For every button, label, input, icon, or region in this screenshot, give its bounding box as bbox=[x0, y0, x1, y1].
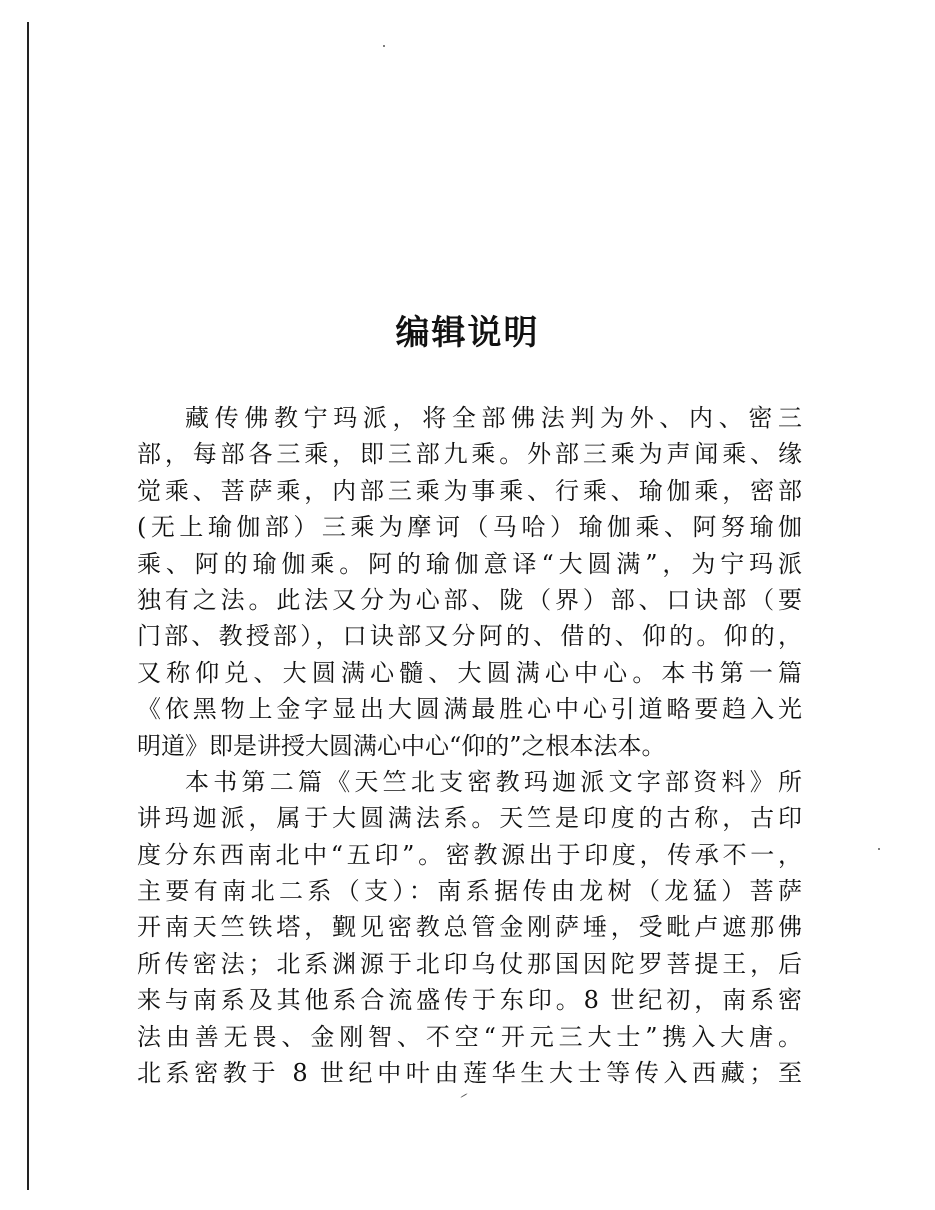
text-line: 《依黑物上金字显出大圆满最胜心中心引道略要趋入光 bbox=[137, 695, 802, 724]
scan-speck bbox=[460, 1093, 467, 1098]
text-line: 觉乘、菩萨乘，内部三乘为事乘、行乘、瑜伽乘，密部 bbox=[137, 476, 802, 505]
page-title: 编辑说明 bbox=[395, 312, 540, 353]
text-line: 独有之法。此法又分为心部、陇（界）部、口诀部（要 bbox=[137, 585, 802, 614]
text-line: 本书第二篇《天竺北支密教玛迦派文字部资料》所 bbox=[185, 767, 802, 796]
text-line: 北系密教于 8 世纪中叶由莲华生大士等传入西藏；至 bbox=[137, 1059, 802, 1088]
text-line: 门部、教授部），口诀部又分阿的、借的、仰的。仰的， bbox=[137, 622, 802, 651]
text-line: 所传密法；北系渊源于北印乌仗那国因陀罗菩提王，后 bbox=[137, 949, 802, 978]
text-line: 度分东西南北中“五印”。密教源出于印度，传承不一， bbox=[137, 840, 802, 869]
text-line: 法由善无畏、金刚智、不空“开元三大士”携入大唐。 bbox=[137, 1022, 802, 1051]
text-line: 部，每部各三乘，即三部九乘。外部三乘为声闻乘、缘 bbox=[137, 440, 802, 469]
text-line: 又称仰兑、大圆满心髓、大圆满心中心。本书第一篇 bbox=[137, 658, 802, 687]
text-line: 乘、阿的瑜伽乘。阿的瑜伽意译“大圆满”，为宁玛派 bbox=[137, 549, 802, 578]
left-margin-rule bbox=[27, 22, 29, 1190]
text-line: 开南天竺铁塔，觐见密教总管金刚萨埵，受毗卢遮那佛 bbox=[137, 913, 802, 942]
text-line: 讲玛迦派，属于大圆满法系。天竺是印度的古称，古印 bbox=[137, 804, 802, 833]
scan-speck bbox=[878, 848, 880, 850]
body-text bbox=[137, 400, 802, 1091]
text-line: 明道》即是讲授大圆满心中心“仰的”之根本法本。 bbox=[137, 731, 666, 760]
scan-speck bbox=[383, 45, 385, 47]
text-line: 藏传佛教宁玛派，将全部佛法判为外、内、密三 bbox=[185, 404, 802, 432]
text-line: (无上瑜伽部）三乘为摩诃（马哈）瑜伽乘、阿努瑜伽 bbox=[137, 513, 802, 542]
text-line: 主要有南北二系（支）：南系据传由龙树（龙猛）菩萨 bbox=[137, 877, 802, 906]
text-line: 来与南系及其他系合流盛传于东印。8 世纪初，南系密 bbox=[137, 986, 802, 1015]
